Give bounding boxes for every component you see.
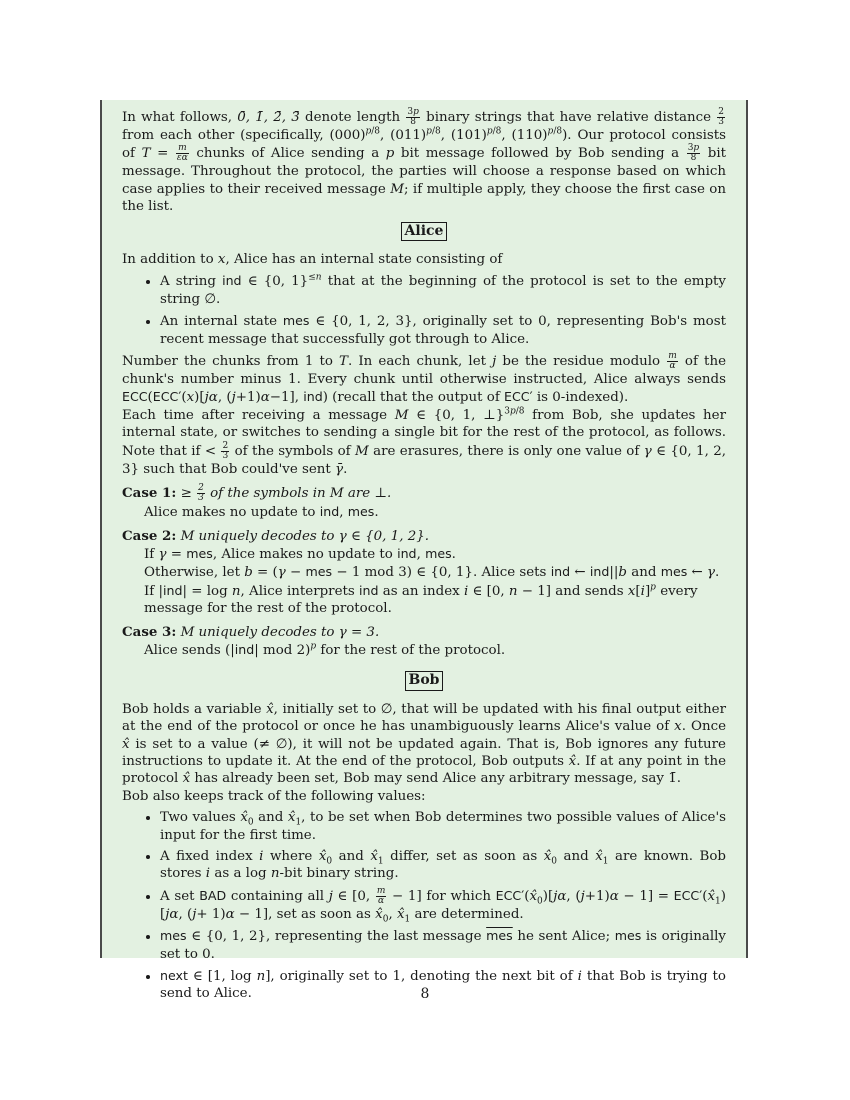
case-2-body: If γ = mes, Alice makes no update to ind, mes. Otherwise, let b = (γ − mes − 1 mod 3) ∈ {0, 1}. Alice sets ind ← ind||b and mes ← γ. If |ind| = log n, Alice interprets ind as an index i ∈ [0, n − 1] and sends $x[i]^p$ every message for the rest of the protocol. (144, 545, 720, 617)
bob-values-intro: Bob also keeps track of the following values: (122, 788, 426, 804)
list-item: • A fixed index i where $x̂_0$ and $x̂_1$ differ, set as soon as $x̂_0$ and $x̂_1$ are known. Bob stores i as a log n-bit binary string. (160, 848, 726, 883)
list-item: • An internal state mes ∈ {0, 1, 2, 3}, originally set to 0, representing Bob's most recent message that successfully got through to Alice. (160, 312, 726, 348)
alice-state-list (122, 272, 726, 348)
alice-header: Alice (401, 222, 448, 241)
case-2-heading: Case 2: M uniquely decodes to γ ∈ {0, 1, 2}. (122, 527, 430, 544)
list-item: • mes ∈ {0, 1, 2}, representing the last message $\overline{mes}$ he sent Alice; mes is originally set to 0. (160, 927, 726, 963)
list-item: • A set BAD containing all j ∈ [0, $\frac{m}{\alpha}$ − 1] for which $ECC'(x̂_0)[j\alpha$, $(j+1)\alpha - 1] = ECC'(x̂_1)[j\alpha$, (j+ 1)α − 1], set as soon as $x̂_0$, $x̂_1$ are determined. (160, 887, 726, 923)
case-1-body: Alice makes no update to ind, mes. (144, 504, 379, 521)
bob-values-list (122, 809, 726, 1003)
list-item: • Two values $x̂_0$ and $x̂_1$, to be set when Bob determines two possible values of Alice's input for the first time. (160, 809, 726, 844)
bob-paragraph: Bob holds a variable x̂, initially set to ∅, that will be updated with his final output either at the end of the protocol or once he has unambiguously learns Alice's value of x. Once x̂ is set to a value (≠ ∅), it will not be updated again. That is, Bob ignores any future instructions to update it. At the end of the protocol, Bob outputs x̂. If at any point in the protocol x̂ has already been set, Bob may send Alice any arbitrary message, say 1̄. (122, 701, 727, 787)
chunks-paragraph: Number the chunks from 1 to T. In each chunk, let j be the residue modulo $\frac{m}{\alpha}$ of the chunk's number minus 1. Every chunk until otherwise instructed, Alice always sends ECC(ECC′(x)[jα, (j+1)α−1], ind) (recall that the output of ECC′ is 0-indexed). (122, 351, 726, 406)
alice-state-intro: In addition to x, Alice has an internal state consisting of (122, 252, 503, 268)
update-paragraph: Each time after receiving a message M ∈ {0, 1, ⊥}$^{3p/8}$ from Bob, she updates her internal state, or switches to sending a single bit for the rest of the protocol, as follows. Note that if < $\frac{2}{3}$ of the symbols of M are erasures, there is only one value of γ ∈ {0, 1, 2, 3} such that Bob could've sent γ̄. (122, 406, 726, 477)
bob-header: Bob (405, 671, 444, 690)
case-1-heading: Case 1: ≥ $\frac{2}{3}$ of the symbols in M are ⊥. (122, 483, 392, 504)
case-3-body: Alice sends (|ind| mod 2)$^p$ for the rest of the protocol. (144, 641, 506, 658)
list-item: • A string ind ∈ {0, 1}$^{\le n}$ that at the beginning of the protocol is set to the empty string ∅. (160, 272, 726, 308)
intro-paragraph: In what follows, 0̄, 1̄, 2̄, 3̄ denote length $\frac{3p}{8}$ binary strings that have relative distance $\frac{2}{3}$ from each other (specifically, $(000)^{p/8}$, $(011)^{p/8}$, $(101)^{p/8}$, $(110)^{p/8}$). Our protocol consists of T = $\frac{m}{\varepsilon\alpha}$ chunks of Alice sending a p bit message followed by Bob sending a $\frac{3p}{8}$ bit message. Throughout the protocol, the parties will choose a response based on which case applies to their received message M; if multiple apply, they choose the first case on the list. (122, 107, 726, 215)
page-number: 8 (420, 986, 430, 1002)
protocol-box (100, 100, 748, 1002)
list-item: • next ∈ [1, log n], originally set to 1, denoting the next bit of i that Bob is trying to send to Alice. (160, 967, 726, 1003)
case-3-heading: Case 3: M uniquely decodes to γ = 3. (122, 623, 380, 640)
